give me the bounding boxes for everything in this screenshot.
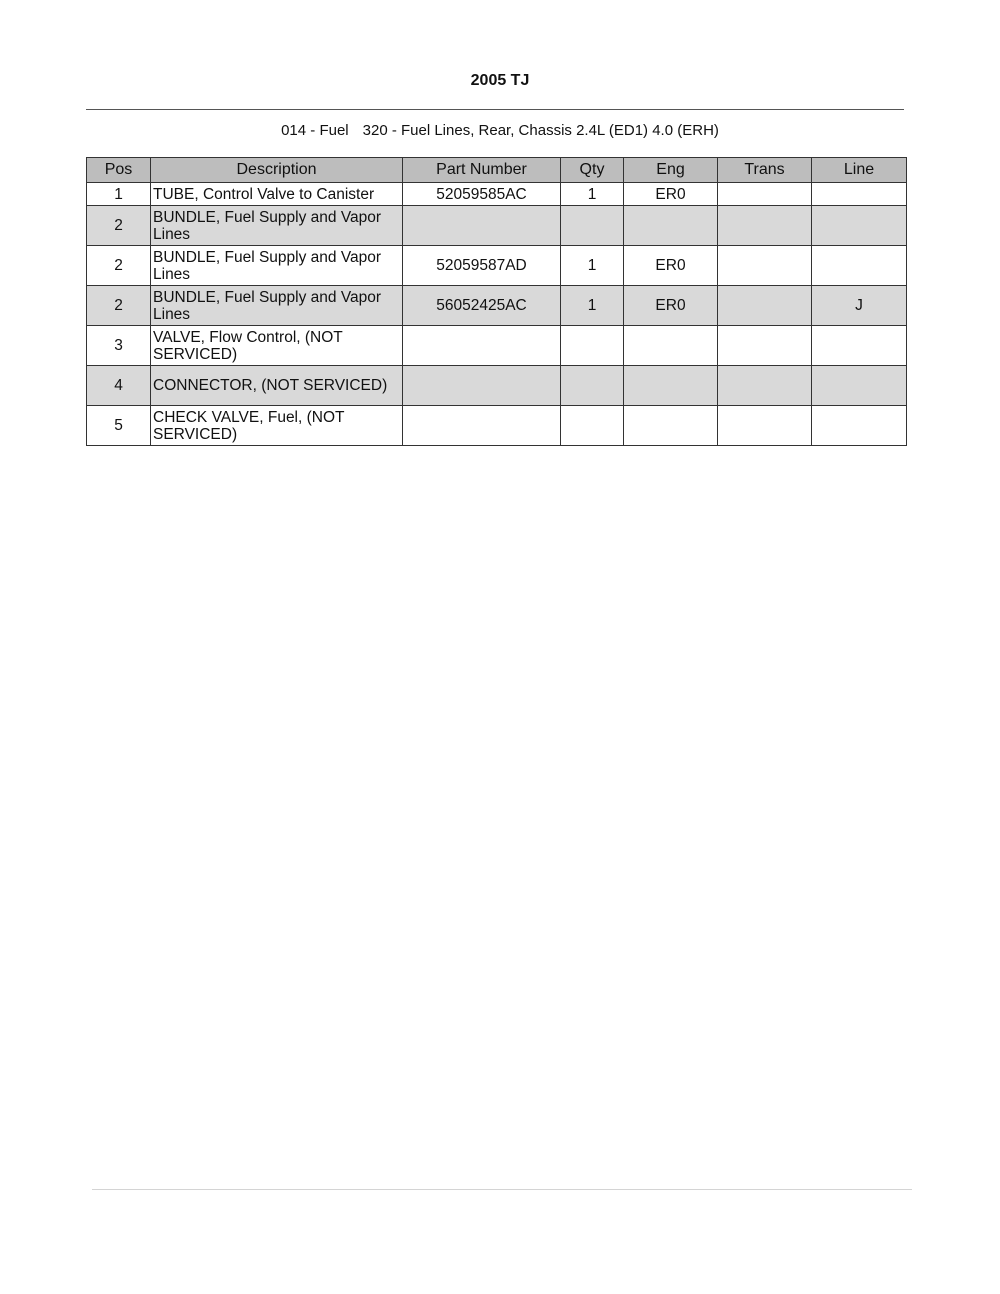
cell-eng [624,366,718,406]
cell-trans [718,183,812,206]
cell-qty [561,326,624,366]
cell-trans [718,246,812,286]
cell-part-number [403,366,561,406]
top-divider [86,109,904,110]
cell-eng: ER0 [624,183,718,206]
cell-pos: 5 [87,406,151,446]
cell-description: BUNDLE, Fuel Supply and Vapor Lines [151,246,403,286]
column-header-trans: Trans [718,158,812,183]
column-header-qty: Qty [561,158,624,183]
column-header-description: Description [151,158,403,183]
cell-qty: 1 [561,286,624,326]
cell-qty: 1 [561,246,624,286]
cell-qty [561,206,624,246]
cell-eng: ER0 [624,246,718,286]
cell-eng [624,326,718,366]
table-row [87,206,907,246]
cell-line: J [812,286,907,326]
cell-trans [718,406,812,446]
cell-qty [561,406,624,446]
table-row [87,183,907,206]
cell-line [812,326,907,366]
cell-description: VALVE, Flow Control, (NOT SERVICED) [151,326,403,366]
cell-pos: 2 [87,206,151,246]
cell-pos: 1 [87,183,151,206]
cell-description: BUNDLE, Fuel Supply and Vapor Lines [151,206,403,246]
column-header-eng: Eng [624,158,718,183]
cell-description: CONNECTOR, (NOT SERVICED) [151,366,403,406]
cell-part-number [403,326,561,366]
group-label: 014 - Fuel [281,122,349,139]
cell-qty: 1 [561,183,624,206]
cell-line [812,246,907,286]
section-heading [0,122,1000,139]
cell-pos: 2 [87,286,151,326]
table-row [87,366,907,406]
cell-line [812,183,907,206]
bottom-divider [92,1189,912,1190]
cell-line [812,366,907,406]
cell-trans [718,286,812,326]
column-header-pos: Pos [87,158,151,183]
cell-qty [561,366,624,406]
cell-pos: 3 [87,326,151,366]
cell-trans [718,206,812,246]
cell-part-number [403,206,561,246]
subgroup-label: 320 - Fuel Lines, Rear, Chassis 2.4L (ED1) 4.0 (ERH) [362,122,719,139]
table-row [87,246,907,286]
table-row [87,326,907,366]
cell-part-number: 52059585AC [403,183,561,206]
table-row [87,406,907,446]
cell-trans [718,326,812,366]
cell-part-number: 52059587AD [403,246,561,286]
column-header-line: Line [812,158,907,183]
cell-pos: 4 [87,366,151,406]
cell-eng [624,206,718,246]
cell-line [812,406,907,446]
cell-description: CHECK VALVE, Fuel, (NOT SERVICED) [151,406,403,446]
cell-eng: ER0 [624,286,718,326]
page-title: 2005 TJ [470,72,530,89]
column-header-part-number: Part Number [403,158,561,183]
cell-part-number: 56052425AC [403,286,561,326]
cell-description: BUNDLE, Fuel Supply and Vapor Lines [151,286,403,326]
table-header-row [87,158,907,183]
cell-description: TUBE, Control Valve to Canister [151,183,403,206]
cell-pos: 2 [87,246,151,286]
table-row [87,286,907,326]
cell-eng [624,406,718,446]
cell-part-number [403,406,561,446]
parts-table [86,157,907,446]
cell-trans [718,366,812,406]
cell-line [812,206,907,246]
